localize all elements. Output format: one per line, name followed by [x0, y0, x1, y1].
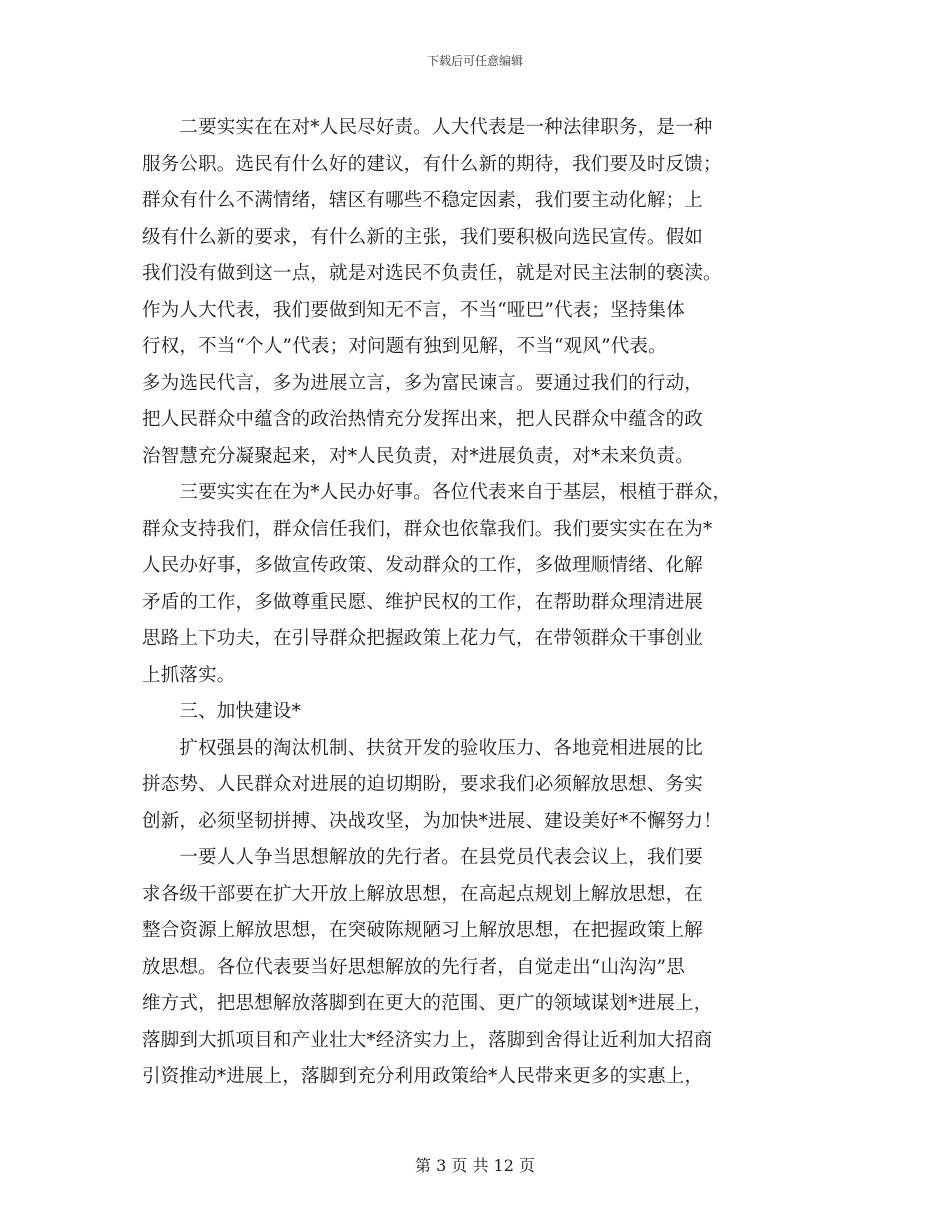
text-line: 求各级干部要在扩大开放上解放思想，在高起点规划上解放思想，在 — [142, 883, 704, 905]
text-line: 拼态势、人民群众对进展的迫切期盼，要求我们必须解放思想、务实 — [142, 774, 704, 795]
text-line: 引资推动*进展上，落脚到充分利用政策给*人民带来更多的实惠上， — [142, 1066, 704, 1087]
text-line: 上抓落实。 — [142, 664, 236, 686]
page-number: 第 3 页 共 12 页 — [415, 1156, 535, 1175]
text-line: 整合资源上解放思想，在突破陈规陋习上解放思想，在把握政策上解 — [142, 920, 704, 941]
text-line: 群众有什么不满情绪，辖区有哪些不稳定因素，我们要主动化解；上 — [142, 190, 704, 211]
text-line: 作为人大代表，我们要做到知无不言，不当“哑巴”代表；坚持集体 — [142, 299, 685, 321]
text-line: 放思想。各位代表要当好思想解放的先行者，自觉走出“山沟沟”思 — [142, 956, 685, 978]
text-line: 行权，不当“个人”代表；对问题有独到见解，不当“观风”代表。 — [142, 336, 667, 357]
page-header: 下载后可任意编辑 — [426, 54, 523, 68]
document-body — [142, 110, 822, 1096]
text-line: 级有什么新的要求，有什么新的主张，我们要积极向选民宣传。假如 — [142, 226, 704, 248]
text-line: 我们没有做到这一点，就是对选民不负责任，就是对民主法制的亵渎。 — [142, 263, 722, 284]
text-line: 治智慧充分凝聚起来，对*人民负责，对*进展负责，对*未来负责。 — [142, 445, 694, 467]
text-line: 群众支持我们，群众信任我们，群众也依靠我们。我们要实实在在为* — [142, 518, 713, 540]
text-line: 多为选民代言，多为进展立言，多为富民谏言。要通过我们的行动， — [142, 372, 704, 394]
text-line: 维方式，把思想解放落脚到在更大的范围、更广的领域谋划*进展上， — [142, 993, 713, 1014]
text-line: 三要实实在在为*人民办好事。各位代表来自于基层，根植于群众， — [142, 482, 732, 503]
text-line: 思路上下功夫，在引导群众把握政策上花力气，在带领群众干事创业 — [142, 628, 704, 649]
text-line: 创新，必须坚韧拼搏、决战攻坚，为加快*进展、建设美好*不懈努力！ — [142, 810, 722, 832]
text-line: 矛盾的工作，多做尊重民愿、维护民权的工作，在帮助群众理清进展 — [142, 591, 704, 613]
text-line: 服务公职。选民有什么好的建议，有什么新的期待，我们要及时反馈； — [142, 153, 722, 175]
text-line: 一要人人争当思想解放的先行者。在县党员代表会议上，我们要 — [142, 847, 704, 868]
text-line: 三、加快建设* — [142, 701, 302, 722]
text-line: 扩权强县的淘汰机制、扶贫开发的验收压力、各地竞相进展的比 — [142, 737, 704, 759]
text-line: 二要实实在在对*人民尽好责。人大代表是一种法律职务，是一种 — [142, 117, 713, 138]
text-line: 落脚到大抓项目和产业壮大*经济实力上，落脚到舍得让近利加大招商 — [142, 1029, 713, 1051]
text-line: 把人民群众中蕴含的政治热情充分发挥出来，把人民群众中蕴含的政 — [142, 409, 704, 430]
text-line: 人民办好事，多做宣传政策、发动群众的工作，多做理顺情绪、化解 — [142, 555, 704, 576]
